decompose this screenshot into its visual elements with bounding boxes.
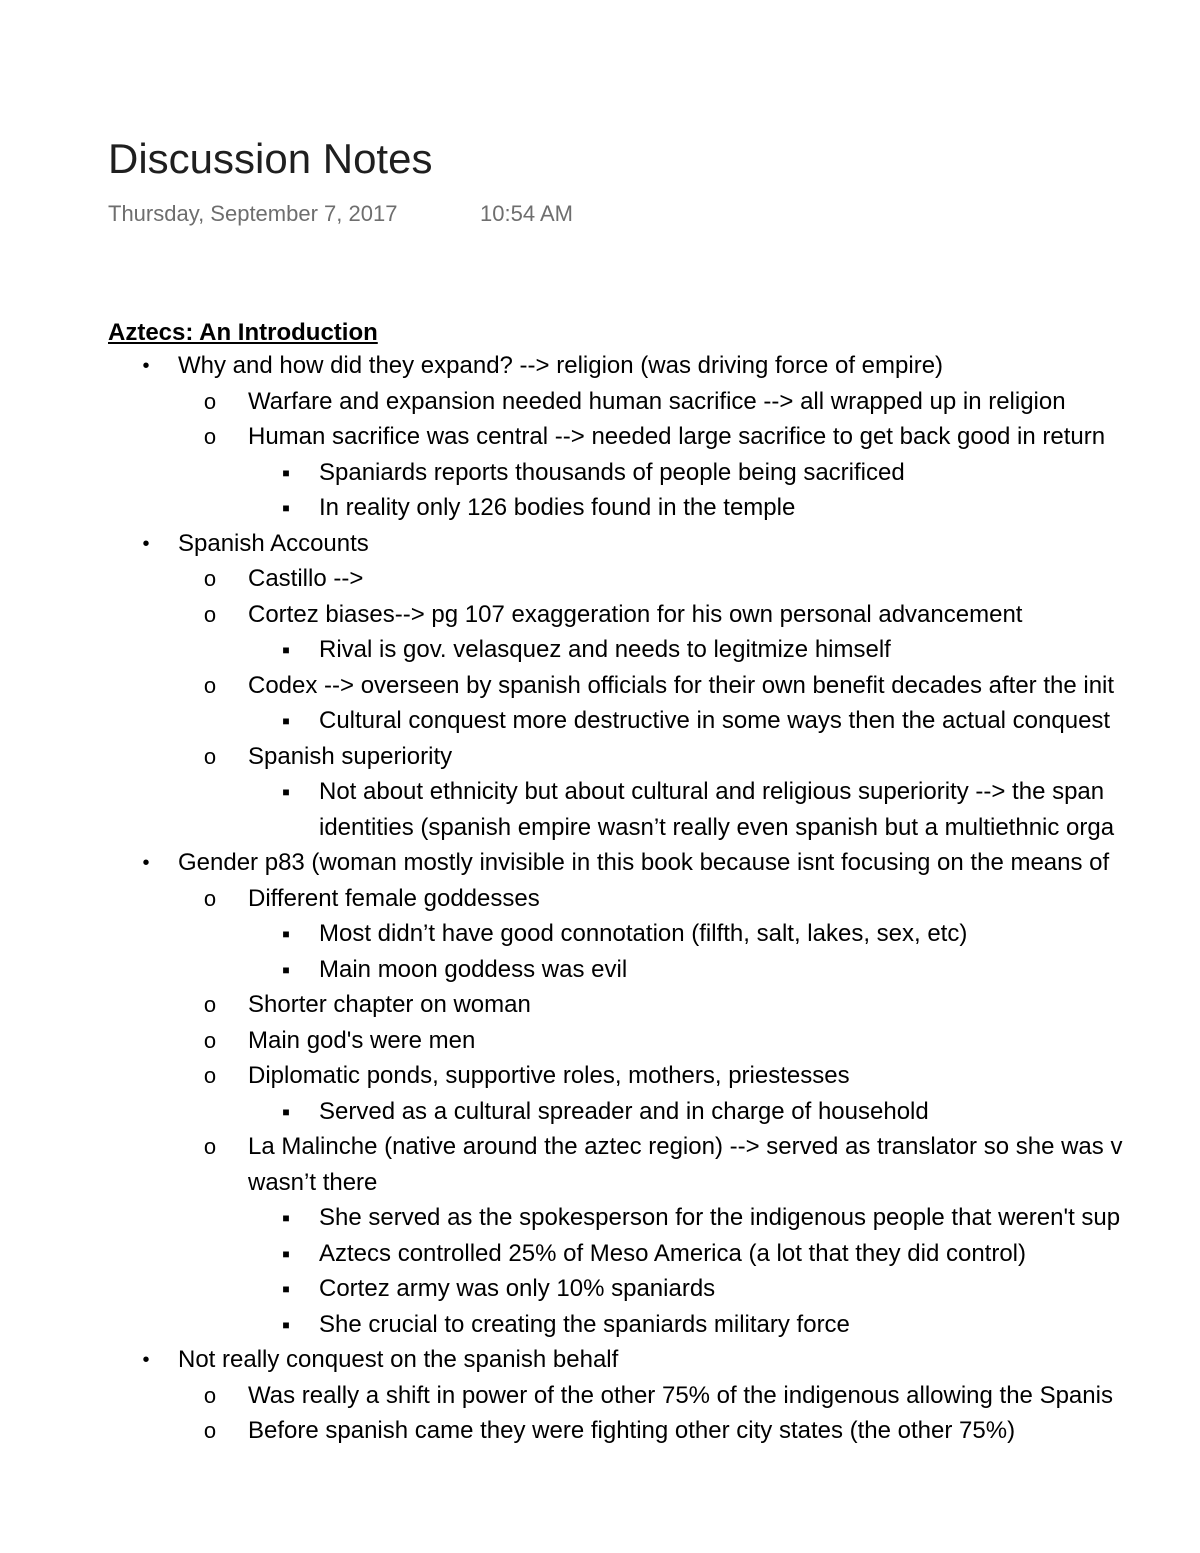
bullet-icon: o <box>203 1063 217 1088</box>
bullet-icon: o <box>203 424 217 449</box>
outline-item-text: Not really conquest on the spanish behalf <box>178 1346 619 1373</box>
bullet-icon: ■ <box>282 1247 290 1261</box>
bullet-icon: ■ <box>282 963 290 977</box>
bullet-icon: o <box>203 992 217 1017</box>
outline-item-level-1 <box>0 528 1200 560</box>
outline-item-level-3 <box>0 954 1200 986</box>
outline-item-text: identities (spanish empire wasn’t really even spanish but a multiethnic orga <box>319 814 1115 841</box>
bullet-icon: ■ <box>282 501 290 515</box>
outline-item-level-2 <box>0 563 1200 595</box>
bullet-icon: o <box>203 1418 217 1443</box>
outline-item-text: Cortez biases--> pg 107 exaggeration for his own personal advancement <box>248 601 1023 628</box>
outline-item-level-3 <box>0 634 1200 666</box>
bullet-icon: o <box>203 1028 217 1053</box>
outline-item-text: She crucial to creating the spaniards military force <box>319 1311 850 1338</box>
outline-item-text: Served as a cultural spreader and in charge of household <box>319 1098 929 1125</box>
bullet-icon: o <box>203 673 217 698</box>
outline-item-level-3 <box>0 1309 1200 1341</box>
note-time: 10:54 AM <box>480 201 573 226</box>
bullet-icon: o <box>203 744 217 769</box>
outline-item-text: Diplomatic ponds, supportive roles, mothers, priestesses <box>248 1062 850 1089</box>
outline-item-level-2 <box>0 1060 1200 1092</box>
bullet-icon: ■ <box>282 927 290 941</box>
outline-item-text: Spanish Accounts <box>178 530 369 557</box>
bullet-icon: o <box>203 886 217 911</box>
outline-item-level-2 <box>0 1131 1200 1163</box>
outline-item-level-3 <box>0 1096 1200 1128</box>
outline-item-level-2 <box>0 1025 1200 1057</box>
bullet-icon: • <box>142 1349 150 1371</box>
outline-item-level-2 <box>0 1380 1200 1412</box>
outline-item-level-2 <box>0 386 1200 418</box>
outline-item-text: La Malinche (native around the aztec region) --> served as translator so she was v <box>248 1133 1123 1160</box>
section-heading: Aztecs: An Introduction <box>108 319 378 346</box>
outline-item-level-3 <box>0 1238 1200 1270</box>
outline-item-level-2 <box>0 1415 1200 1447</box>
bullet-icon: o <box>203 1134 217 1159</box>
outline-item-text: Spaniards reports thousands of people being sacrificed <box>319 459 905 486</box>
bullet-icon: o <box>203 566 217 591</box>
outline-item-level-1 <box>0 350 1200 382</box>
bullet-icon: ■ <box>282 1282 290 1296</box>
outline-item-text: Different female goddesses <box>248 885 540 912</box>
outline-item-level-1 <box>0 1344 1200 1376</box>
outline-item-text: Codex --> overseen by spanish officials for their own benefit decades after the init <box>248 672 1115 699</box>
outline-item-level-1 <box>0 847 1200 879</box>
outline-item-text: Main god's were men <box>248 1027 476 1054</box>
outline-item-level-3 <box>0 1202 1200 1234</box>
outline-item-text: Why and how did they expand? --> religion (was driving force of empire) <box>178 352 944 379</box>
outline-item-level-3 <box>0 705 1200 737</box>
bullet-icon: o <box>203 602 217 627</box>
outline-item-text: Aztecs controlled 25% of Meso America (a lot that they did control) <box>319 1240 1027 1267</box>
outline-item-level-3 <box>0 812 1200 844</box>
outline-item-text: Gender p83 (woman mostly invisible in this book because isnt focusing on the means of <box>178 849 1110 876</box>
outline-item-level-2 <box>0 883 1200 915</box>
bullet-icon: ■ <box>282 1211 290 1225</box>
outline-item-text: Before spanish came they were fighting other city states (the other 75%) <box>248 1417 1016 1444</box>
page-title: Discussion Notes <box>108 135 433 182</box>
outline-item-level-3 <box>0 776 1200 808</box>
outline-item-text: Warfare and expansion needed human sacrifice --> all wrapped up in religion <box>248 388 1066 415</box>
bullet-icon: ■ <box>282 1318 290 1332</box>
outline-item-text: Was really a shift in power of the other 75% of the indigenous allowing the Spanis <box>248 1382 1113 1409</box>
bullet-icon: ■ <box>282 466 290 480</box>
bullet-icon: ■ <box>282 785 290 799</box>
outline-item-text: Human sacrifice was central --> needed large sacrifice to get back good in return <box>248 423 1106 450</box>
outline-item-text: Shorter chapter on woman <box>248 991 531 1018</box>
outline-item-level-2 <box>0 599 1200 631</box>
note-date: Thursday, September 7, 2017 <box>108 201 398 226</box>
outline-item-level-2 <box>0 741 1200 773</box>
outline-item-text: Main moon goddess was evil <box>319 956 628 983</box>
bullet-icon: o <box>203 1383 217 1408</box>
outline-item-text: wasn’t there <box>248 1169 378 1196</box>
outline-item-text: Most didn’t have good connotation (filfth, salt, lakes, sex, etc) <box>319 920 968 947</box>
outline-item-text: Cortez army was only 10% spaniards <box>319 1275 716 1302</box>
outline-item-text: Rival is gov. velasquez and needs to legitmize himself <box>319 636 891 663</box>
outline-item-level-2 <box>0 1167 1200 1199</box>
bullet-icon: ■ <box>282 1105 290 1119</box>
outline-item-level-3 <box>0 918 1200 950</box>
bullet-icon: ■ <box>282 643 290 657</box>
bullet-icon: ■ <box>282 714 290 728</box>
outline-item-text: She served as the spokesperson for the indigenous people that weren't sup <box>319 1204 1121 1231</box>
bullet-icon: • <box>142 355 150 377</box>
outline-item-level-3 <box>0 492 1200 524</box>
outline-item-level-2 <box>0 421 1200 453</box>
bullet-icon: • <box>142 852 150 874</box>
outline-item-text: Spanish superiority <box>248 743 453 770</box>
outline-item-text: Castillo --> <box>248 565 364 592</box>
outline-item-text: In reality only 126 bodies found in the temple <box>319 494 796 521</box>
outline-item-level-2 <box>0 670 1200 702</box>
outline-item-level-3 <box>0 457 1200 489</box>
outline-item-text: Not about ethnicity but about cultural and religious superiority --> the span <box>319 778 1105 805</box>
bullet-icon: • <box>142 533 150 555</box>
bullet-icon: o <box>203 389 217 414</box>
outline-item-text: Cultural conquest more destructive in some ways then the actual conquest <box>319 707 1111 734</box>
outline-item-level-2 <box>0 989 1200 1021</box>
outline-item-level-3 <box>0 1273 1200 1305</box>
